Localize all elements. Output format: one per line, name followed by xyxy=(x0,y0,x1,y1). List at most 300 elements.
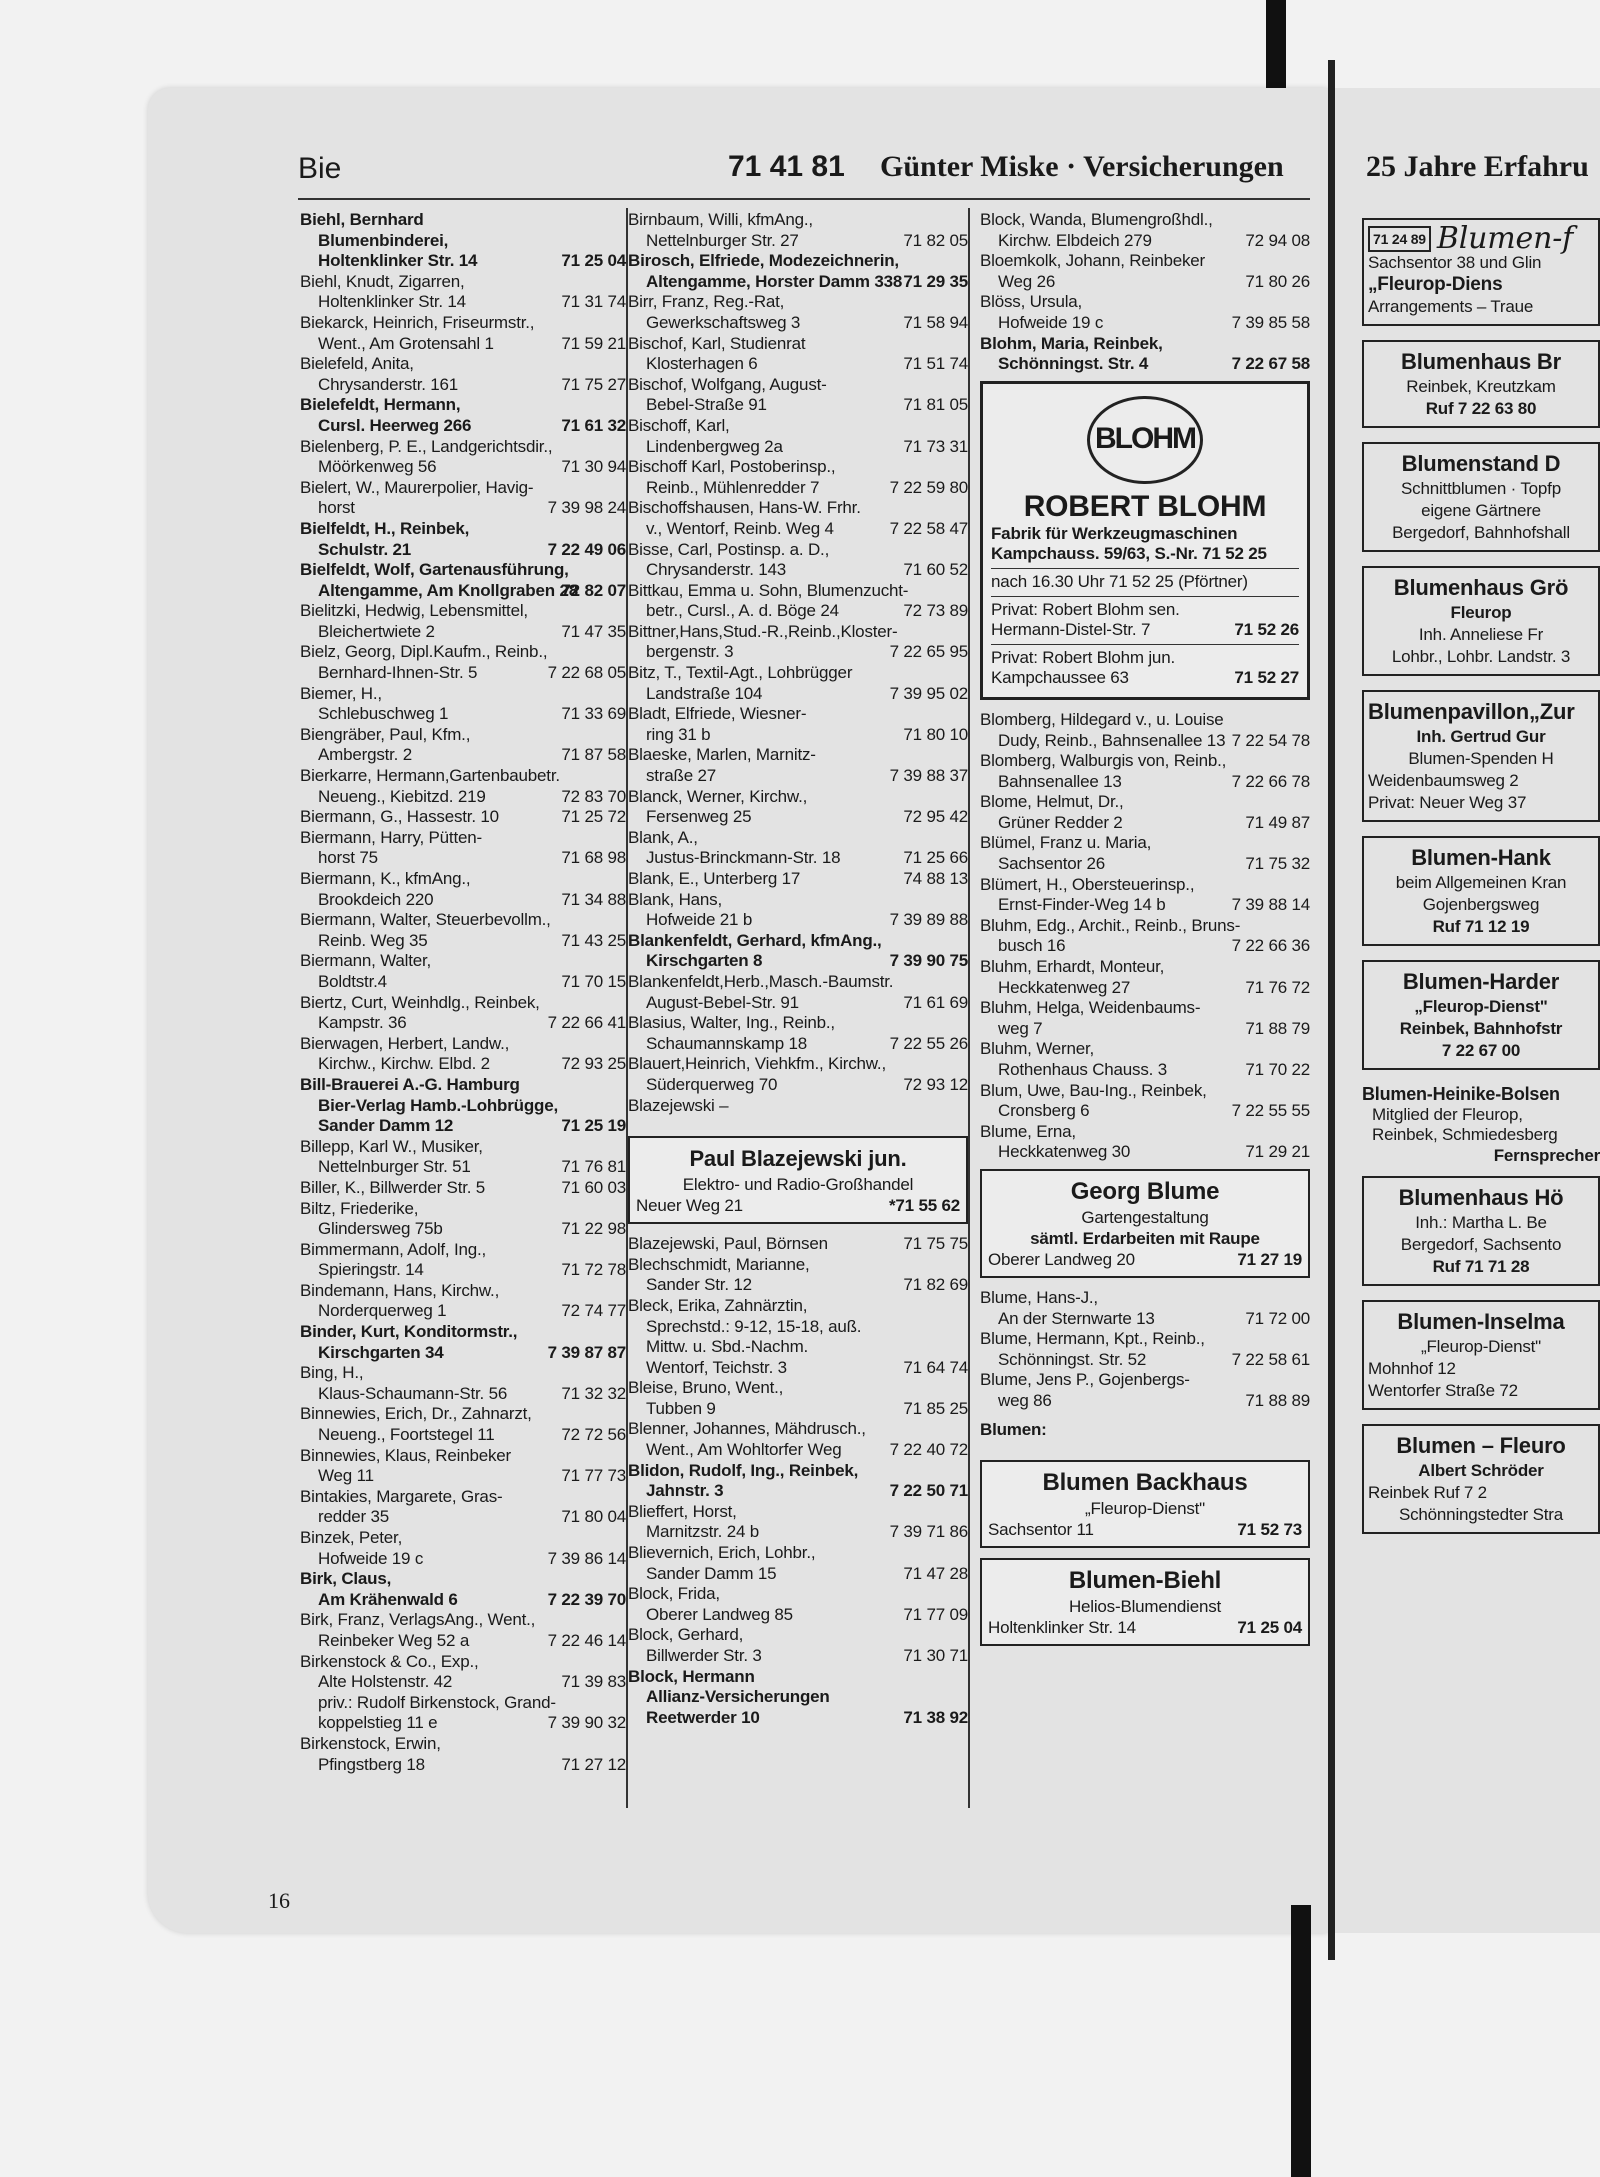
directory-entry xyxy=(300,642,626,683)
column-4-facing xyxy=(1362,210,1600,1548)
entry-name: Blankenfeldt, Gerhard, kfmAng., xyxy=(628,930,882,950)
entry-line: Neueng., Kiebitzd. 219 xyxy=(318,786,486,806)
entry-name: Biengräber, Paul, Kfm., xyxy=(300,724,471,744)
directory-entry xyxy=(628,828,968,869)
directory-entry xyxy=(628,745,968,786)
entry-phone: 71 68 98 xyxy=(561,848,626,868)
entry-name: Block, Hermann xyxy=(628,1666,755,1686)
ad-line: Ruf 7 22 63 80 xyxy=(1425,399,1537,418)
entry-line: Ernst-Finder-Weg 14 b xyxy=(998,895,1166,915)
ad-blumen-f xyxy=(1362,218,1600,326)
ad-script-title: Blumen-f xyxy=(1436,221,1574,256)
running-head: Bie xyxy=(298,152,342,185)
entry-phone: 71 61 69 xyxy=(903,992,968,1012)
entry-phone: 7 22 68 05 xyxy=(547,663,626,683)
directory-entry xyxy=(980,710,1310,751)
entry-name: Binder, Kurt, Konditormstr., xyxy=(300,1322,518,1342)
directory-entry xyxy=(300,1178,626,1199)
entry-name: Blank, A., xyxy=(628,827,698,847)
entry-phone: 7 22 66 41 xyxy=(547,1013,626,1033)
ad-line: Mohnhof 12 xyxy=(1368,1359,1456,1379)
entry-phone: 7 22 59 80 xyxy=(889,477,968,497)
entry-name: Binzek, Peter, xyxy=(300,1528,403,1547)
entry-name: Blidon, Rudolf, Ing., Reinbek, xyxy=(628,1460,859,1480)
entry-line: Norderquerweg 1 xyxy=(318,1301,447,1321)
directory-entry xyxy=(300,1652,626,1693)
ad-title: Paul Blazejewski jun. xyxy=(689,1146,907,1172)
entry-name: Blievernich, Erich, Lohbr., xyxy=(628,1543,816,1563)
entry-name: Biermann, K., kfmAng., xyxy=(300,869,471,888)
entry-line: Grüner Redder 2 xyxy=(998,812,1123,832)
binder-clip-top xyxy=(1266,0,1286,100)
ad-line: Bergedorf, Bahnhofshall xyxy=(1392,523,1570,542)
directory-entry xyxy=(980,1370,1310,1411)
entry-name: Blume, Hans-J., xyxy=(980,1287,1098,1307)
entry-line: Reinbeker Weg 52 a xyxy=(318,1630,470,1650)
entry-line: Fersenweg 25 xyxy=(646,807,752,827)
entry-name: Bierwagen, Herbert, Landw., xyxy=(300,1033,510,1053)
entry-name: Blümel, Franz u. Maria, xyxy=(980,833,1152,853)
entry-line: busch 16 xyxy=(998,936,1066,956)
entry-name: Biemer, H., xyxy=(300,683,382,703)
directory-entry xyxy=(300,1281,626,1322)
entry-phone: 7 39 90 75 xyxy=(889,951,968,971)
directory-entry xyxy=(980,998,1310,1039)
entry-phone: 71 61 32 xyxy=(561,415,626,435)
entry-line: Justus-Brinckmann-Str. 18 xyxy=(646,848,841,868)
entry-line: Bebel-Straße 91 xyxy=(646,395,767,415)
ad-line: Fabrik für Werkzeugmaschinen xyxy=(991,523,1238,543)
entry-name: Birr, Franz, Reg.-Rat, xyxy=(628,292,785,312)
ad-title: ROBERT BLOHM xyxy=(1023,489,1267,523)
entry-name: Blumen-Heinike-Bolsen xyxy=(1362,1084,1560,1104)
page-number: 16 xyxy=(268,1888,290,1913)
entry-phone: 74 88 13 xyxy=(903,869,968,888)
directory-entry xyxy=(628,1096,968,1117)
entry-name: Bleise, Bruno, Went., xyxy=(628,1378,784,1398)
entry-phone: 71 38 92 xyxy=(903,1707,968,1727)
ad-phone: 71 25 04 xyxy=(1237,1618,1302,1638)
entry-name: Blume, Erna, xyxy=(980,1121,1076,1141)
ad-title: Blumenpavillon„Zur xyxy=(1368,699,1575,724)
entry-name: Birk, Claus, xyxy=(300,1569,392,1589)
ad-line: Inh. Gertrud Gur xyxy=(1416,727,1546,746)
blumen-label: Blumen: xyxy=(980,1419,1047,1439)
ad-line: sämtl. Erdarbeiten mit Raupe xyxy=(1030,1228,1260,1248)
directory-entry xyxy=(628,704,968,745)
entry-line: Nettelnburger Str. 27 xyxy=(646,230,799,250)
entry-phone: 71 76 72 xyxy=(1245,977,1310,997)
entry-line: Landstraße 104 xyxy=(646,683,763,703)
ad-line: 7 22 67 00 xyxy=(1441,1041,1521,1060)
entry-phone: 7 39 98 24 xyxy=(547,498,626,518)
ad-title: Blumenstand D xyxy=(1401,451,1561,476)
entry-line: Marnitzstr. 24 b xyxy=(646,1522,760,1542)
entry-line: Heckkatenweg 30 xyxy=(998,1142,1131,1162)
entry-line: Altengamme, Horster Damm 338 xyxy=(646,271,903,291)
entry-line: Klosterhagen 6 xyxy=(646,354,758,374)
directory-entry xyxy=(628,1419,968,1460)
entry-phone: 7 22 67 58 xyxy=(1231,354,1310,374)
entry-phone: 71 64 74 xyxy=(903,1357,968,1377)
entry-phone: 71 70 15 xyxy=(561,971,626,991)
entry-line: Nettelnburger Str. 51 xyxy=(318,1157,471,1177)
ad-street: Neuer Weg 21 xyxy=(636,1196,743,1216)
entry-name: Blaeske, Marlen, Marnitz- xyxy=(628,745,816,765)
entry-line: Schönningst. Str. 4 xyxy=(998,354,1149,374)
ad-line: Fleurop xyxy=(1450,603,1512,622)
entry-name: Bielfeldt, Wolf, Gartenausführung, xyxy=(300,560,569,580)
entry-phone: 72 72 56 xyxy=(561,1425,626,1445)
entry-phone: 71 82 05 xyxy=(903,230,968,250)
entry-phone: 71 47 35 xyxy=(561,621,626,641)
ad-title: Blumen-Biehl xyxy=(1068,1567,1222,1595)
entry-name: Blauert,Heinrich, Viehkfm., Kirchw., xyxy=(628,1054,886,1074)
entry-line: Boldtstr.4 xyxy=(318,971,387,991)
entry-phone: 7 22 65 95 xyxy=(889,642,968,662)
entry-phone: 7 39 71 86 xyxy=(889,1522,968,1542)
directory-entry xyxy=(300,1199,626,1240)
entry-line: Neueng., Foortstegel 11 xyxy=(318,1425,495,1445)
header-insurer: Günter Miske · Versicherungen xyxy=(880,150,1284,183)
directory-entry xyxy=(980,334,1310,375)
ad-line: Arrangements – Traue xyxy=(1368,297,1534,316)
directory-entry xyxy=(628,1378,968,1419)
entry-name: Blankenfeldt,Herb.,Masch.-Baumstr. xyxy=(628,971,894,991)
entry-line: Blumenbinderei, xyxy=(318,230,449,250)
ad-title: Blumen-Harder xyxy=(1402,969,1560,994)
directory-entry xyxy=(628,1461,968,1502)
entry-line: Bernhard-Ihnen-Str. 5 xyxy=(318,663,478,683)
entry-phone: 71 81 05 xyxy=(903,395,968,415)
entry-phone: 7 22 46 14 xyxy=(547,1630,626,1650)
entry-name: Blasius, Walter, Ing., Reinb., xyxy=(628,1013,835,1033)
directory-entry xyxy=(628,1296,968,1378)
ad-blumen-fleurop xyxy=(1362,1424,1600,1534)
entry-line: Schaumannskamp 18 xyxy=(646,1033,808,1053)
entry-phone: 71 77 73 xyxy=(561,1466,626,1486)
entry-line: Heckkatenweg 27 xyxy=(998,977,1131,997)
entry-name: Bluhm, Werner, xyxy=(980,1039,1095,1059)
entry-line: Dudy, Reinb., Bahnsenallee 13 xyxy=(998,730,1226,750)
entry-phone: 71 75 27 xyxy=(561,374,626,394)
entry-line: Hofweide 19 c xyxy=(998,312,1104,332)
entry-name: Block, Gerhard, xyxy=(628,1625,744,1645)
directory-entry xyxy=(628,931,968,972)
entry-name: Bluhm, Helga, Weidenbaums- xyxy=(980,998,1201,1018)
ad-blumen-inselmann xyxy=(1362,1300,1600,1410)
entry-name: Bill-Brauerei A.-G. Hamburg xyxy=(300,1074,520,1094)
entry-phone: 72 74 77 xyxy=(561,1301,626,1321)
directory-entry xyxy=(300,725,626,766)
directory-entry xyxy=(300,395,626,436)
directory-entry xyxy=(980,875,1310,916)
ad-line: Kampchauss. 59/63, S.-Nr. 71 52 25 xyxy=(991,544,1267,564)
directory-entry xyxy=(300,910,626,951)
entry-phone: 71 75 75 xyxy=(903,1234,968,1254)
entry-line: Holtenklinker Str. 14 xyxy=(318,251,478,271)
entry-line: Rothenhaus Chauss. 3 xyxy=(998,1060,1167,1079)
directory-entry xyxy=(980,251,1310,292)
entry-phone: 72 73 89 xyxy=(903,601,968,621)
entry-line: Billwerder Str. 3 xyxy=(646,1646,762,1665)
entry-name: Blechschmidt, Marianne, xyxy=(628,1254,810,1274)
entry-line: Reetwerder 10 xyxy=(646,1707,760,1727)
entry-line: Weg 11 xyxy=(318,1466,374,1486)
ad-phone: 71 24 89 xyxy=(1368,226,1431,252)
entry-line: Schlebuschweg 1 xyxy=(318,704,449,724)
directory-entry xyxy=(300,1528,626,1569)
directory-entry xyxy=(300,1363,626,1404)
ad-line: Blumen-Spenden H xyxy=(1408,749,1554,768)
entry-phone: 71 87 58 xyxy=(561,745,626,765)
ad-line: Reinbek, Bahnhofstr xyxy=(1399,1019,1563,1038)
entry-line: Schulstr. 21 xyxy=(318,539,412,559)
directory-entry xyxy=(980,1329,1310,1370)
directory-entry xyxy=(628,1584,968,1625)
entry-line: Sander Damm 15 xyxy=(646,1563,777,1583)
ad-line: Gartengestaltung xyxy=(1081,1207,1209,1227)
ad-phone: 71 52 73 xyxy=(1237,1520,1302,1540)
entry-phone: 71 34 88 xyxy=(561,889,626,909)
entry-name: Blanck, Werner, Kirchw., xyxy=(628,786,808,806)
entry-line: Sprechstd.: 9-12, 15-18, auß. xyxy=(646,1316,862,1336)
entry-phone: 7 22 49 06 xyxy=(547,539,626,559)
directory-entry xyxy=(300,1137,626,1178)
entry-phone: 71 70 22 xyxy=(1245,1060,1310,1079)
entry-phone: 71 88 89 xyxy=(1245,1390,1310,1410)
entry-phone: 72 95 42 xyxy=(903,807,968,827)
directory-entry xyxy=(300,1034,626,1075)
directory-entry xyxy=(628,972,968,1013)
entry-phone: 7 39 85 58 xyxy=(1231,312,1310,332)
entry-name: Blome, Helmut, Dr., xyxy=(980,792,1124,812)
directory-entry xyxy=(980,792,1310,833)
ad-blumen-harder xyxy=(1362,960,1600,1070)
ad-line: „Fleurop-Dienst" xyxy=(1421,1337,1541,1357)
column-rule xyxy=(968,208,970,1808)
directory-entry xyxy=(300,869,626,910)
entry-phone: 71 25 66 xyxy=(903,848,968,868)
entry-name: Bielefeldt, Hermann, xyxy=(300,395,461,415)
entry-name: Bitz, T., Textil-Agt., Lohbrügger xyxy=(628,663,853,683)
ad-street: Oberer Landweg 20 xyxy=(988,1249,1135,1269)
entry-phone: 7 22 66 36 xyxy=(1231,936,1310,956)
entry-name: Bluhm, Edg., Archit., Reinb., Bruns- xyxy=(980,915,1241,935)
entry-name: Bischof, Karl, Studienrat xyxy=(628,333,806,353)
entry-line: Sander Str. 12 xyxy=(646,1275,752,1295)
entry-phone: 71 29 35 xyxy=(903,271,968,291)
directory-entry xyxy=(980,751,1310,792)
entry-name: Biermann, G., Hassestr. 10 xyxy=(300,807,499,827)
ad-line: Schnittblumen · Topfp xyxy=(1401,479,1561,498)
directory-entry xyxy=(628,210,968,251)
entry-phone: 71 29 21 xyxy=(1245,1142,1310,1162)
entry-name: Biermann, Walter, Steuerbevollm., xyxy=(300,910,551,930)
directory-entry xyxy=(628,498,968,539)
directory-entry xyxy=(300,1487,626,1528)
entry-name: Blume, Jens P., Gojenbergs- xyxy=(980,1370,1190,1390)
directory-entry xyxy=(628,1667,968,1729)
directory-entry xyxy=(300,766,626,807)
entry-line: Kirschgarten 34 xyxy=(318,1342,444,1362)
directory-entry xyxy=(628,457,968,498)
ad-line: Hermann-Distel-Str. 7 xyxy=(991,620,1151,640)
entry-name: Biehl, Bernhard xyxy=(300,210,424,229)
ad-line: Privat: Neuer Weg 37 xyxy=(1368,793,1527,812)
entry-line: redder 35 xyxy=(318,1507,389,1527)
entry-line: Brookdeich 220 xyxy=(318,889,434,909)
entry-line: Möörkenweg 56 xyxy=(318,457,437,477)
entry-line: Mitglied der Fleurop, xyxy=(1372,1104,1523,1124)
entry-name: Blomberg, Hildegard v., u. Louise xyxy=(980,709,1224,729)
entry-phone: 7 22 39 70 xyxy=(547,1589,626,1609)
entry-line: Weg 26 xyxy=(998,271,1056,291)
ad-line: Privat: Robert Blohm jun. xyxy=(991,647,1175,667)
entry-name: Bielert, W., Maurerpolier, Havig- xyxy=(300,477,534,497)
entry-line: Mittw. u. Sbd.-Nachm. xyxy=(646,1337,809,1357)
ad-line: Schönningstedter Stra xyxy=(1398,1505,1563,1525)
ad-blumenpavillon xyxy=(1362,690,1600,822)
directory-entry xyxy=(300,601,626,642)
entry-phone: 71 30 71 xyxy=(903,1646,968,1665)
entry-phone: 71 47 28 xyxy=(903,1563,968,1583)
ad-title: Georg Blume xyxy=(1070,1177,1220,1205)
ad-title: Blumen – Fleuro xyxy=(1396,1433,1566,1459)
ad-title: Blumen-Inselma xyxy=(1397,1309,1565,1335)
directory-entry xyxy=(300,1075,626,1137)
ad-street: Holtenklinker Str. 14 xyxy=(988,1618,1136,1638)
directory-entry xyxy=(300,684,626,725)
entry-line: Klaus-Schaumann-Str. 56 xyxy=(318,1383,508,1403)
ad-blumenhaus-br xyxy=(1362,340,1600,428)
entry-line: betr., Cursl., A. d. Böge 24 xyxy=(646,601,839,621)
entry-phone: 7 22 55 55 xyxy=(1231,1101,1310,1121)
directory-entry xyxy=(628,1054,968,1095)
entry-line: Fernsprecher xyxy=(1493,1145,1600,1165)
entry-name: Blume, Hermann, Kpt., Reinb., xyxy=(980,1329,1205,1349)
entry-name: Blohm, Maria, Reinbek, xyxy=(980,333,1163,353)
entry-name: Bielenberg, P. E., Landgerichtsdir., xyxy=(300,436,553,456)
entry-phone: 7 39 86 14 xyxy=(547,1548,626,1568)
entry-line: Cursl. Heerweg 266 xyxy=(318,415,472,435)
entry-phone: 71 25 04 xyxy=(561,251,626,271)
ad-title: Blumenhaus Hö xyxy=(1398,1185,1564,1211)
ad-title: Blumenhaus Br xyxy=(1401,349,1561,374)
entry-phone: 7 39 88 14 xyxy=(1231,895,1310,915)
directory-entry xyxy=(980,1081,1310,1122)
ad-robert-blohm xyxy=(980,381,1310,700)
entry-name: Binnewies, Erich, Dr., Zahnarzt, xyxy=(300,1404,532,1424)
entry-line: Schönningst. Str. 52 xyxy=(998,1349,1147,1369)
entry-phone: 71 39 83 xyxy=(561,1672,626,1692)
directory-entry xyxy=(300,807,626,828)
ad-line: Weidenbaumsweg 2 xyxy=(1368,771,1519,790)
entry-phone: 71 80 10 xyxy=(903,724,968,744)
ad-line: „Fleurop-Dienst" xyxy=(1414,997,1548,1016)
directory-entry xyxy=(300,560,626,601)
directory-entry xyxy=(300,1734,626,1775)
entry-phone: 72 93 25 xyxy=(561,1054,626,1074)
entry-phone: 71 27 12 xyxy=(561,1754,626,1774)
ad-blumen-backhaus xyxy=(980,1460,1310,1548)
directory-entry xyxy=(980,1122,1310,1163)
entry-line: horst 75 xyxy=(318,848,378,868)
entry-name: Blank, E., Unterberg 17 xyxy=(628,869,801,888)
entry-phone: 7 22 54 78 xyxy=(1231,730,1310,750)
ad-line: Wentorfer Straße 72 xyxy=(1368,1381,1518,1401)
directory-entry xyxy=(980,957,1310,998)
directory-entry xyxy=(980,1288,1310,1329)
entry-phone: 7 39 88 37 xyxy=(889,766,968,786)
entry-name: Bladt, Elfriede, Wiesner- xyxy=(628,704,807,724)
column-2 xyxy=(628,210,968,1728)
ad-line: nach 16.30 Uhr 71 52 25 (Pförtner) xyxy=(991,571,1248,591)
directory-entry xyxy=(980,1039,1310,1080)
ad-line: Sachsentor 38 und Glin xyxy=(1368,253,1542,272)
directory-entry xyxy=(628,1543,968,1584)
entry-phone: 71 72 78 xyxy=(561,1260,626,1280)
ad-line: eigene Gärtnere xyxy=(1421,501,1541,520)
entry-name: Biller, K., Billwerder Str. 5 xyxy=(300,1177,486,1197)
entry-line: Ambergstr. 2 xyxy=(318,745,412,765)
entry-line: Reinb. Weg 35 xyxy=(318,930,428,950)
entry-name: Blomberg, Walburgis von, Reinb., xyxy=(980,751,1227,771)
directory-entry xyxy=(628,416,968,457)
directory-entry xyxy=(628,292,968,333)
entry-line: v., Wentorf, Reinb. Weg 4 xyxy=(646,518,834,538)
ad-title: Blumenhaus Grö xyxy=(1393,575,1569,600)
entry-phone: 71 58 94 xyxy=(903,312,968,332)
entry-name: Birk, Franz, VerlagsAng., Went., xyxy=(300,1610,536,1630)
entry-name: Biltz, Friederike, xyxy=(300,1198,419,1218)
entry-heinike-bolsen xyxy=(1362,1084,1600,1166)
entry-phone: 71 59 21 xyxy=(561,333,626,353)
directory-entry xyxy=(300,210,626,272)
directory-entry xyxy=(300,1446,626,1487)
ad-line: Inh.: Martha L. Be xyxy=(1415,1213,1547,1233)
entry-name: Bielitzki, Hedwig, Lebensmittel, xyxy=(300,601,528,621)
entry-line: Kampstr. 36 xyxy=(318,1013,407,1033)
binder-clip-bottom xyxy=(1291,1905,1311,2177)
ad-line: beim Allgemeinen Kran xyxy=(1395,873,1567,892)
directory-entry xyxy=(980,292,1310,333)
entry-name: Bielfeldt, H., Reinbek, xyxy=(300,518,470,538)
entry-line: Pfingstberg 18 xyxy=(318,1754,425,1774)
entry-name: Bleck, Erika, Zahnärztin, xyxy=(628,1295,808,1315)
entry-name: Bindemann, Hans, Kirchw., xyxy=(300,1280,500,1300)
entry-name: Bischof, Wolfgang, August- xyxy=(628,374,827,394)
entry-name: Birkenstock & Co., Exp., xyxy=(300,1651,479,1671)
directory-entry xyxy=(980,916,1310,957)
ad-phone: 71 27 19 xyxy=(1237,1249,1302,1269)
directory-entry xyxy=(628,251,968,292)
directory-entry xyxy=(628,663,968,704)
directory-entry xyxy=(300,1240,626,1281)
ad-title: Blumen Backhaus xyxy=(1042,1469,1248,1497)
entry-phone: 71 25 72 xyxy=(561,807,626,827)
entry-line: Süderquerweg 70 xyxy=(646,1074,778,1094)
entry-phone: 72 83 70 xyxy=(561,786,626,806)
entry-phone: 72 82 07 xyxy=(561,580,626,600)
directory-entry xyxy=(300,272,626,313)
entry-line: Altengamme, Am Knollgraben 28 xyxy=(318,580,578,600)
entry-name: Blümert, H., Obersteuerinsp., xyxy=(980,874,1195,894)
directory-entry xyxy=(628,1013,968,1054)
entry-phone: 71 22 98 xyxy=(561,1219,626,1239)
entry-line: Bier-Verlag Hamb.-Lohbrügge, xyxy=(318,1095,558,1115)
directory-entry xyxy=(628,375,968,416)
